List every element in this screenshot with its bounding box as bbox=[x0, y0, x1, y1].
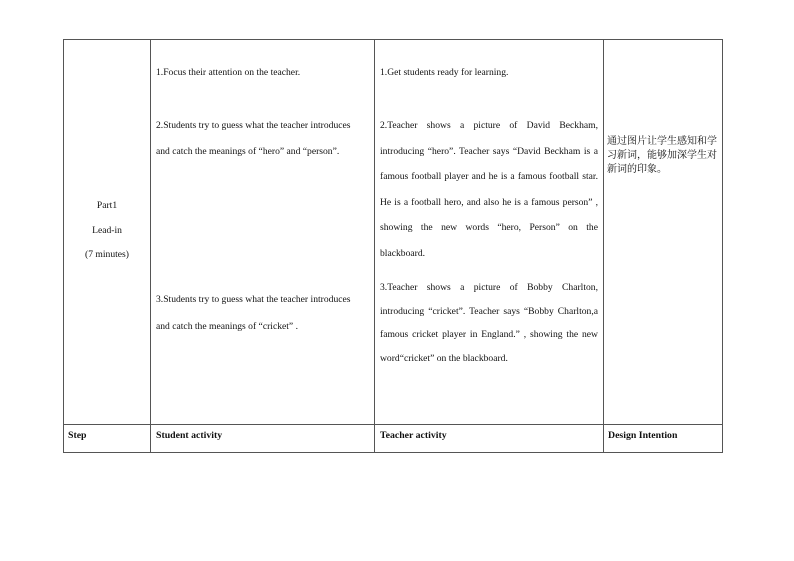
student-activity-item-2: 2.Students try to guess what the teacher introduces and catch the meanings of “hero” and “person”. bbox=[156, 120, 351, 157]
teacher-activity-item-3: 3.Teacher shows a picture of Bobby Charlton, introducing “cricket”. Teacher says “Bobby Charlton,a famous cricket player in England.” , showing the new word“cricket” on the blackboard. bbox=[380, 282, 598, 364]
teacher-activity-item-2: 2.Teacher shows a picture of David Beckham, introducing “hero”. Teacher says “David Beckham is a famous football player and he is a famous football star. He is a football hero, and also he is a famous person” , showing the new words “hero, Person” on the blackboard. bbox=[380, 120, 598, 259]
header-design-intention: Design Intention bbox=[608, 430, 678, 441]
header-step: Step bbox=[68, 430, 87, 441]
step-duration: (7 minutes) bbox=[85, 249, 129, 260]
step-cell bbox=[64, 194, 150, 274]
lesson-plan-table bbox=[63, 39, 723, 453]
student-activity-item-3: 3.Students try to guess what the teacher introduces and catch the meanings of “cricket” . bbox=[156, 294, 351, 332]
teacher-activity-cell bbox=[380, 39, 598, 424]
step-name: Lead-in bbox=[92, 224, 122, 236]
design-intention-text: 通过图片让学生感知和学习新词，能够加深学生对新词的印象。 bbox=[607, 136, 717, 175]
teacher-activity-item-1: 1.Get students ready for learning. bbox=[380, 67, 509, 78]
design-intention-cell bbox=[607, 135, 719, 195]
student-activity-item-1: 1.Focus their attention on the teacher. bbox=[156, 67, 301, 78]
header-student-activity: Student activity bbox=[156, 430, 223, 441]
step-part: Part1 bbox=[96, 200, 118, 211]
student-activity-cell bbox=[156, 39, 370, 424]
header-teacher-activity: Teacher activity bbox=[380, 430, 447, 441]
